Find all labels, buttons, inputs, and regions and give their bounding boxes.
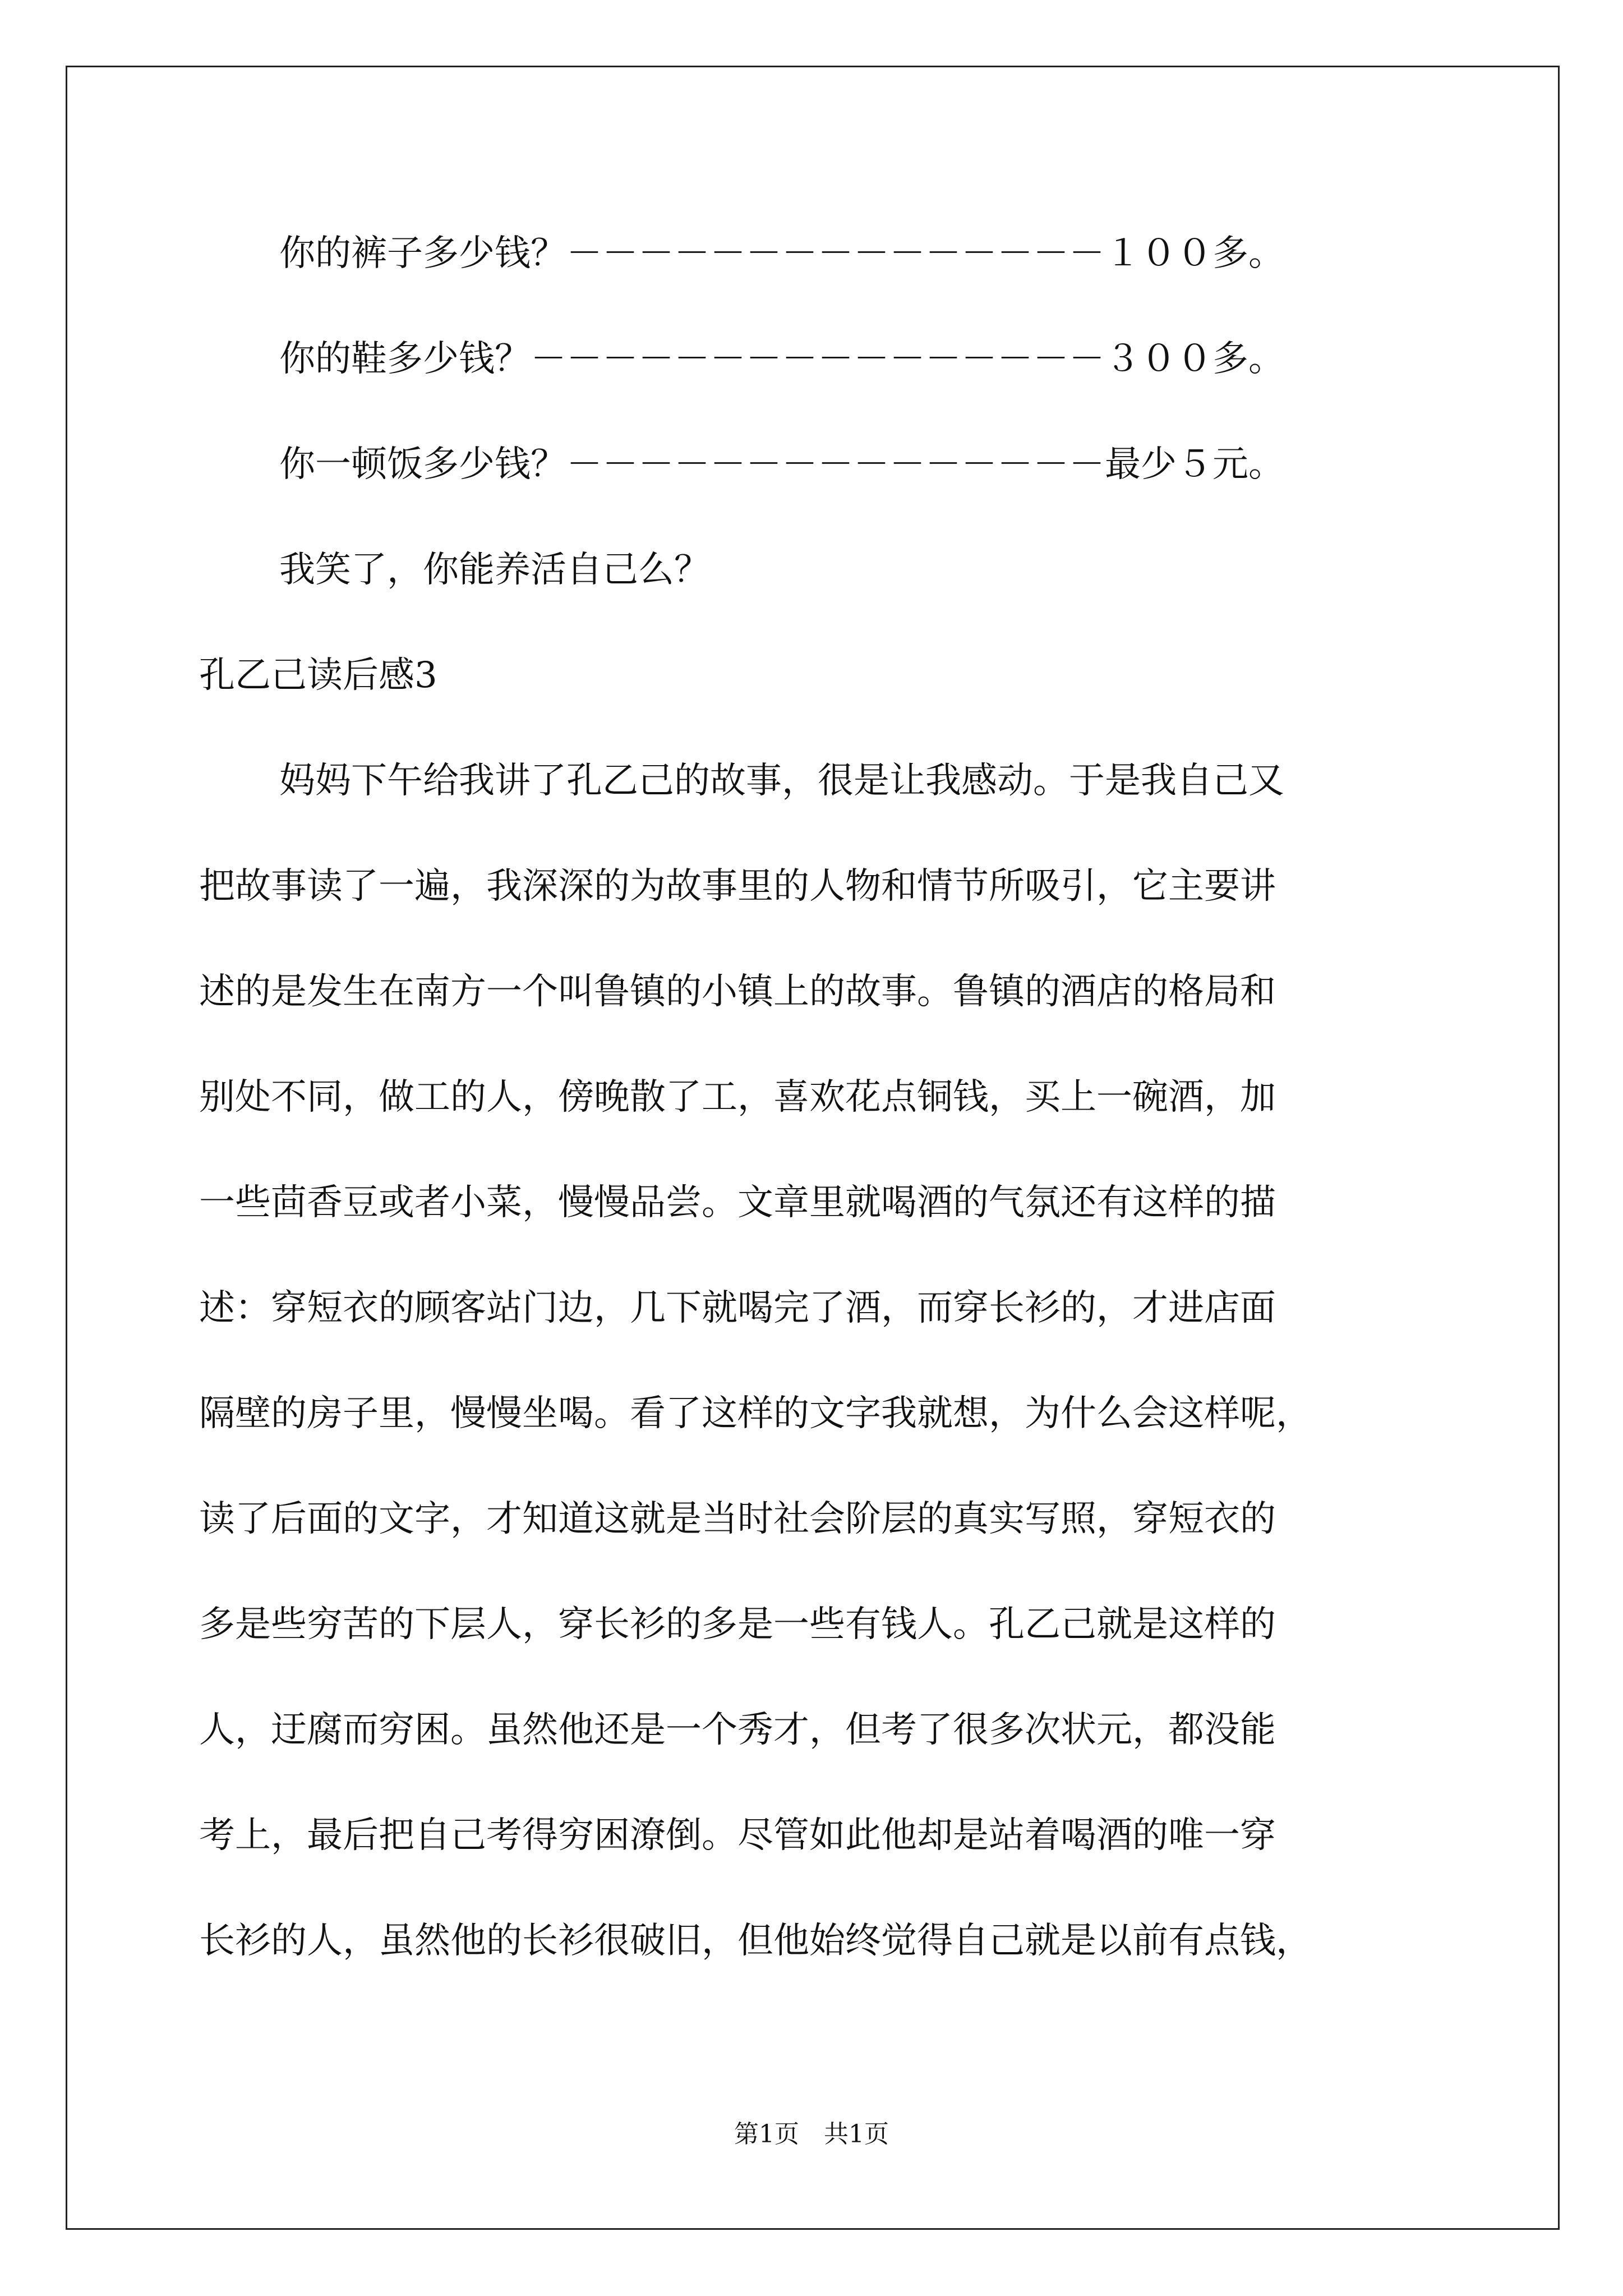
paragraph-line: 人，迂腐而穷困。虽然他还是一个秀才，但考了很多次状元，都没能	[199, 1709, 1276, 1751]
page-border	[66, 66, 1560, 2230]
paragraph-line: 读了后面的文字，才知道这就是当时社会阶层的真实写照，穿短衣的	[199, 1498, 1276, 1540]
paragraph-line: 考上，最后把自己考得穷困潦倒。尽管如此他却是站着喝酒的唯一穿	[199, 1815, 1276, 1856]
paragraph-line: 述：穿短衣的顾客站门边，几下就喝完了酒，而穿长衫的，才进店面	[199, 1287, 1276, 1329]
qa-line-shoes: 你的鞋多少钱？－－－－－－－－－－－－－－－－３００多。	[279, 338, 1284, 380]
qa-line-meal: 你一顿饭多少钱？－－－－－－－－－－－－－－－最少５元。	[279, 444, 1284, 485]
paragraph-line: 把故事读了一遍，我深深的为故事里的人物和情节所吸引，它主要讲	[199, 866, 1276, 907]
paragraph-line: 别处不同，做工的人，傍晚散了工，喜欢花点铜钱，买上一碗酒，加	[199, 1076, 1276, 1118]
paragraph-line: 长衫的人，虽然他的长衫很破旧，但他始终觉得自己就是以前有点钱，	[199, 1920, 1312, 1962]
section-title: 孔乙己读后感3	[199, 655, 437, 696]
paragraph-line: 妈妈下午给我讲了孔乙己的故事，很是让我感动。于是我自己又	[279, 760, 1284, 802]
paragraph-line: 一些茴香豆或者小菜，慢慢品尝。文章里就喝酒的气氛还有这样的描	[199, 1182, 1276, 1223]
qa-line-laugh: 我笑了，你能养活自己么？	[279, 549, 710, 591]
qa-line-pants: 你的裤子多少钱？－－－－－－－－－－－－－－－１００多。	[279, 233, 1284, 274]
paragraph-line: 隔壁的房子里，慢慢坐喝。看了这样的文字我就想，为什么会这样呢，	[199, 1393, 1312, 1434]
paragraph-line: 述的是发生在南方一个叫鲁镇的小镇上的故事。鲁镇的酒店的格局和	[199, 971, 1276, 1013]
page-number-footer: 第1页 共1页	[734, 2120, 889, 2148]
paragraph-line: 多是些穷苦的下层人，穿长衫的多是一些有钱人。孔乙己就是这样的	[199, 1604, 1276, 1645]
